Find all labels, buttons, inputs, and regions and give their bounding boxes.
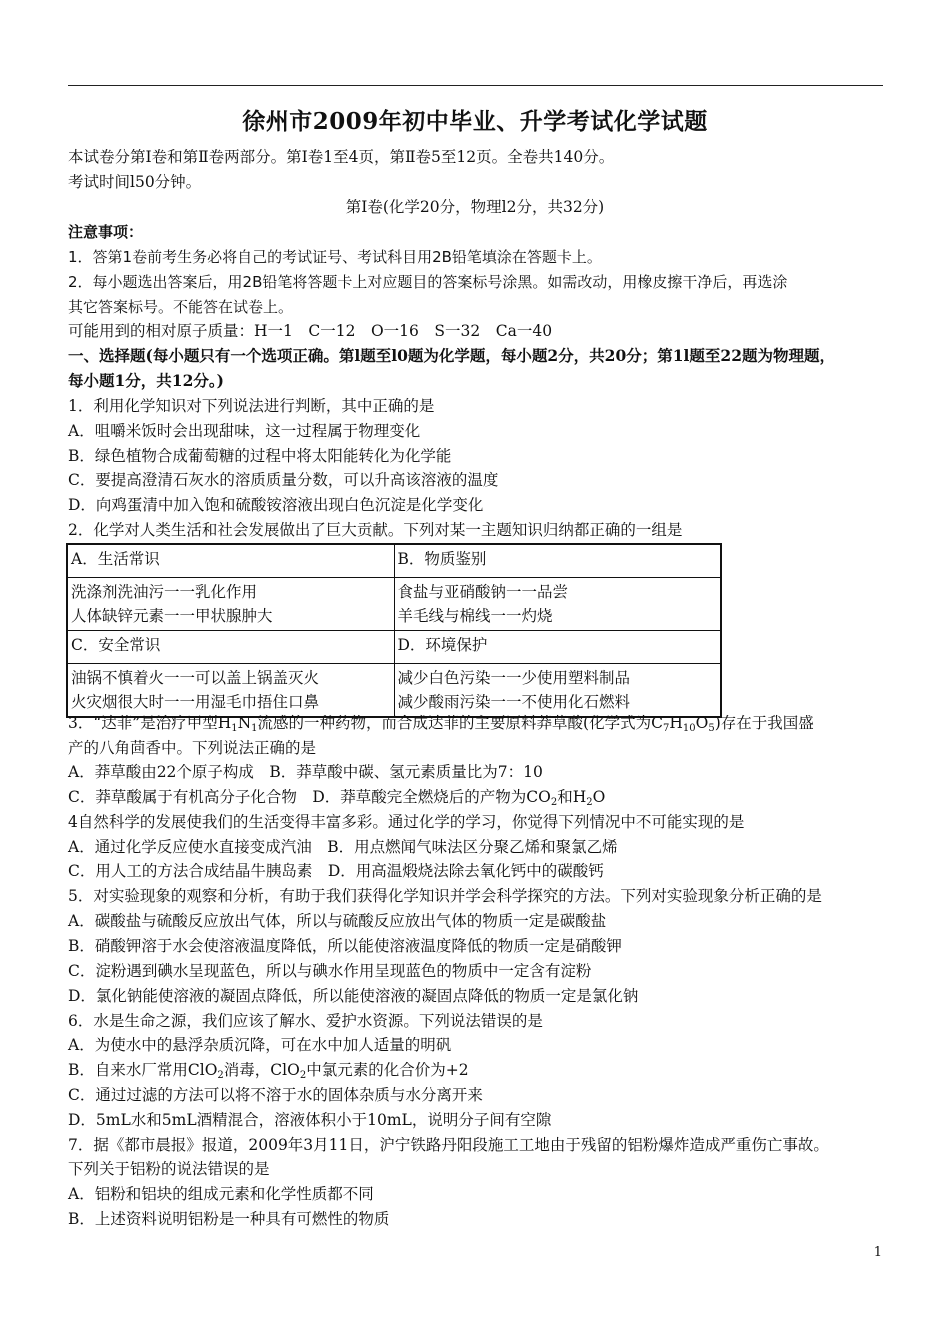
part-one-heading: 一、选择题(每小题只有一个选项正确。第l题至l0题为化学题，每小题2分，共20分；第1l题至22题为物理题， (68, 346, 835, 365)
q6-option-b: B．自来水厂常用ClO$_2$消毒，ClO$_2$中氯元素的化合价为+2 (68, 1061, 469, 1081)
q2-option-a-line-1: 洗涤剂洗油污一一乳化作用 (71, 583, 258, 601)
q2-option-b-line-1: 食盐与亚硝酸钠一一品尝 (397, 583, 569, 601)
header-rule (68, 85, 883, 86)
note-item-1: 1．答第1卷前考生务必将自己的考试证号、考试科目用2B铅笔填涂在答题卡上。 (68, 248, 602, 266)
q2-option-c-head: C．安全常识 (67, 631, 394, 664)
q2-option-a-head: A．生活常识 (67, 544, 394, 578)
q4-stem: 4自然科学的发展使我们的生活变得丰富多彩。通过化学的学习，你觉得下列情况中不可能实现的是 (68, 813, 745, 831)
q3-stem: 3．“达菲”是治疗甲型$H_1N_1$流感的一种药物，而合成达菲的主要原料莽草酸(化学式为$C_7H_{10}O_5$)存在于我国盛 (68, 714, 814, 734)
q2-option-a-body (67, 578, 394, 631)
notes-heading: 注意事项： (68, 223, 144, 241)
q2-option-d-head: D．环境保护 (394, 631, 721, 664)
part-one-heading-cont: 每小题1分，共12分。) (68, 371, 224, 390)
q5-option-b: B．硝酸钾溶于水会使溶液温度降低，所以能使溶液温度降低的物质一定是硝酸钾 (68, 937, 622, 955)
q1-option-d: D．向鸡蛋清中加入饱和硫酸铵溶液出现白色沉淀是化学变化 (68, 496, 484, 514)
q2-option-a-line-2: 人体缺锌元素一一甲状腺肿大 (71, 607, 273, 625)
q5-option-a: A．碳酸盐与硫酸反应放出气体，所以与硫酸反应放出气体的物质一定是碳酸盐 (68, 912, 607, 930)
q4-options-cd: C．用人工的方法合成结晶牛胰岛素 D．用高温煅烧法除去氧化钙中的碳酸钙 (68, 862, 604, 880)
q7-stem: 7．据《都市晨报》报道，2009年3月11日，沪宁铁路丹阳段施工工地由于残留的铝粉爆炸造成严重伤亡事故。 (68, 1136, 829, 1154)
atomic-masses: 可能用到的相对原子质量：H一1 C一12 O一16 S一32 Ca一40 (68, 322, 553, 340)
q2-option-d-body (394, 664, 721, 718)
q4-options-ab: A．通过化学反应使水直接变成汽油 B．用点燃闻气味法区分聚乙烯和聚氯乙烯 (68, 838, 618, 856)
q2-option-d-line-2: 减少酸雨污染一一不使用化石燃料 (397, 693, 631, 711)
note-item-2: 2．每小题选出答案后，用2B铅笔将答题卡上对应题目的答案标号涂黑。如需改动，用橡皮擦干净后，再选涂 (68, 273, 788, 291)
q2-option-b-head: B．物质鉴别 (394, 544, 721, 578)
intro-line-1: 本试卷分第Ⅰ卷和第Ⅱ卷两部分。第Ⅰ卷1至4页，第Ⅱ卷5至12页。全卷共140分。 (68, 148, 615, 166)
page-title: 徐州市2009年初中毕业、升学考试化学试题 (242, 108, 708, 135)
q1-option-c: C．要提高澄清石灰水的溶质质量分数，可以升高该溶液的温度 (68, 471, 499, 489)
q1-option-b: B．绿色植物合成葡萄糖的过程中将太阳能转化为化学能 (68, 447, 452, 465)
q6-option-c: C．通过过滤的方法可以将不溶于水的固体杂质与水分离开来 (68, 1086, 483, 1104)
q7-option-b: B．上述资料说明铝粉是一种具有可燃性的物质 (68, 1210, 390, 1228)
q2-option-c-body (67, 664, 394, 718)
q2-option-c-line-1: 油锅不慎着火一一可以盖上锅盖灭火 (71, 669, 320, 687)
q5-option-d: D．氯化钠能使溶液的凝固点降低，所以能使溶液的凝固点降低的物质一定是氯化钠 (68, 987, 639, 1005)
q2-stem: 2．化学对人类生活和社会发展做出了巨大贡献。下列对某一主题知识归纳都正确的一组是 (68, 521, 683, 539)
q1-option-a: A．咀嚼米饭时会出现甜味，这一过程属于物理变化 (68, 422, 421, 440)
q6-option-d: D．5mL水和5mL酒精混合，溶液体积小于10mL，说明分子间有空隙 (68, 1111, 552, 1129)
q2-option-d-line-1: 减少白色污染一一少使用塑料制品 (397, 669, 631, 687)
q2-option-b-body (394, 578, 721, 631)
q2-option-c-line-2: 火灾烟很大时一一用湿毛巾捂住口鼻 (71, 693, 320, 711)
q7-option-a: A．铝粉和铝块的组成元素和化学性质都不同 (68, 1185, 374, 1203)
page-number: 1 (873, 1245, 882, 1260)
q7-stem-cont: 下列关于铝粉的说法错误的是 (68, 1160, 270, 1178)
q2-option-b-line-2: 羊毛线与棉线一一灼烧 (397, 607, 553, 625)
section-heading: 第Ⅰ卷(化学20分，物理l2分，共32分) (345, 198, 605, 216)
q6-option-a: A．为使水中的悬浮杂质沉降，可在水中加人适量的明矾 (68, 1036, 452, 1054)
q3-stem-cont: 产的八角茴香中。下列说法正确的是 (68, 739, 317, 757)
q1-stem: 1．利用化学知识对下列说法进行判断，其中正确的是 (68, 397, 435, 415)
q6-stem: 6．水是生命之源，我们应该了解水、爱护水资源。下列说法错误的是 (68, 1012, 543, 1030)
intro-line-2: 考试时间l50分钟。 (68, 173, 202, 191)
q3-options-cd: C．莽草酸属于有机高分子化合物 D．莽草酸完全燃烧后的产物为$CO_2$和$H_2O$ (68, 788, 606, 808)
q5-option-c: C．淀粉遇到碘水呈现蓝色，所以与碘水作用呈现蓝色的物质中一定含有淀粉 (68, 962, 592, 980)
q2-options-table (66, 543, 722, 718)
q3-options-ab: A．莽草酸由22个原子构成 B．莽草酸中碳、氢元素质量比为7：10 (68, 763, 543, 781)
note-item-2-cont: 其它答案标号。不能答在试卷上。 (68, 298, 294, 316)
q5-stem: 5．对实验现象的观察和分析，有助于我们获得化学知识并学会科学探究的方法。下列对实验现象分析正确的是 (68, 887, 822, 905)
